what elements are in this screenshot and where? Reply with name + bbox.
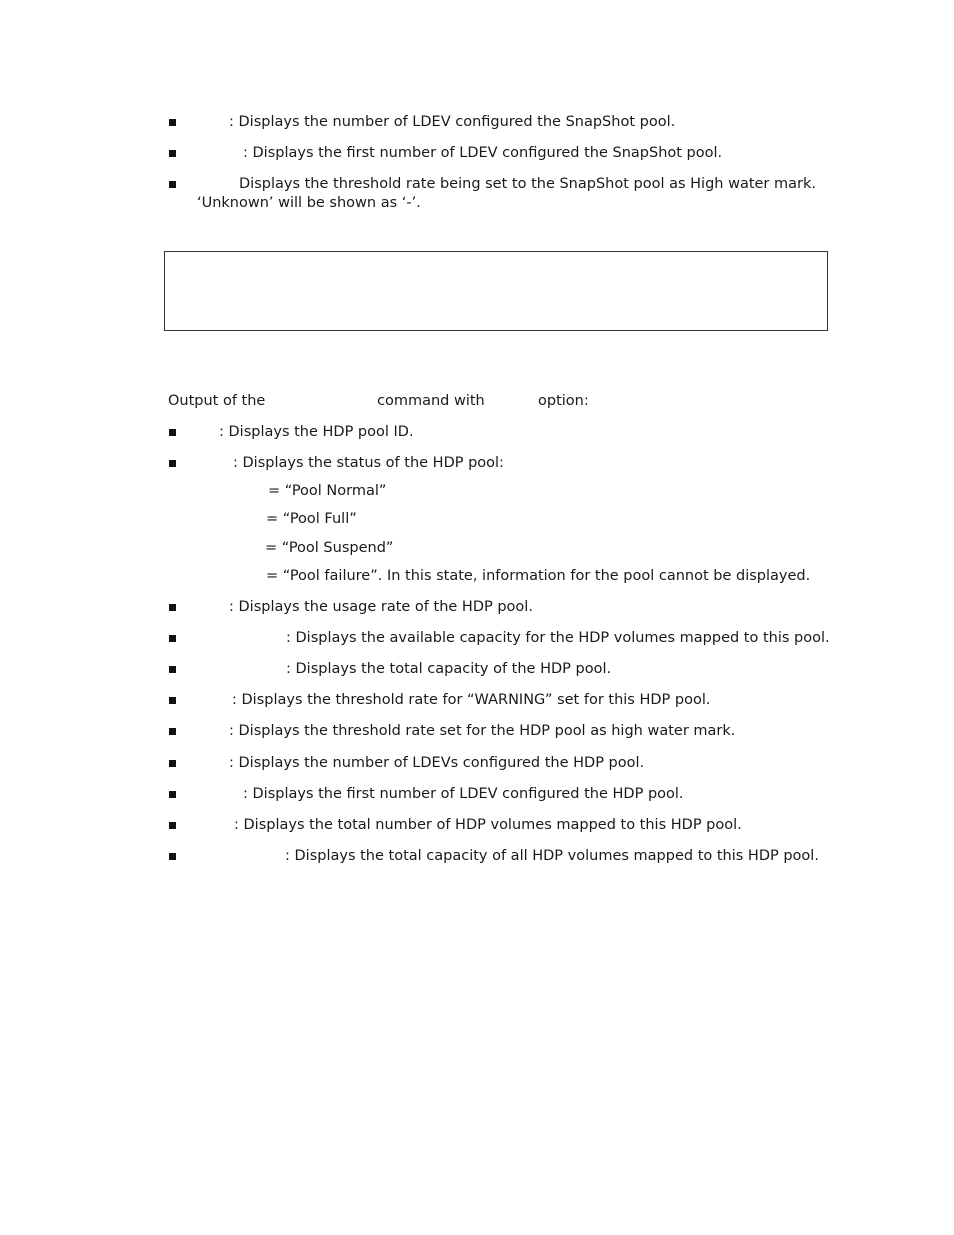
hdp-item-8-text: : Displays the total number of HDP volumes mapped to this HDP pool. <box>234 817 742 833</box>
hdp-item-4-text: : Displays the threshold rate for “WARNING” set for this HDP pool. <box>232 692 711 708</box>
snapshot-bullet-1 <box>169 119 176 126</box>
hdp-status-value-suspend: = “Pool Suspend” <box>265 540 394 556</box>
hdp-intro-suffix: option: <box>538 393 589 409</box>
hdp-bullet-pool-id <box>169 429 176 436</box>
note-box <box>164 251 828 331</box>
hdp-bullet-9 <box>169 853 176 860</box>
hdp-bullet-status <box>169 460 176 467</box>
snapshot-bullet-2 <box>169 150 176 157</box>
hdp-status-value-normal: = “Pool Normal” <box>268 483 387 499</box>
hdp-item-3-text: : Displays the total capacity of the HDP pool. <box>286 661 612 677</box>
snapshot-item-2-text: : Displays the first number of LDEV configured the SnapShot pool. <box>243 145 723 161</box>
hdp-bullet-7 <box>169 791 176 798</box>
hdp-intro-prefix: Output of the <box>168 393 266 409</box>
hdp-item-7-text: : Displays the first number of LDEV configured the HDP pool. <box>243 786 684 802</box>
hdp-status-value-failure: = “Pool failure”. In this state, information for the pool cannot be displayed. <box>266 568 811 584</box>
snapshot-bullet-3 <box>169 181 176 188</box>
hdp-item-6-text: : Displays the number of LDEVs configured the HDP pool. <box>229 755 645 771</box>
hdp-item-1-text: : Displays the usage rate of the HDP pool. <box>229 599 533 615</box>
hdp-status-value-full: = “Pool Full” <box>266 511 357 527</box>
hdp-item-2-text: : Displays the available capacity for the HDP volumes mapped to this pool. <box>286 630 830 646</box>
snapshot-item-3-continuation: ‘Unknown’ will be shown as ‘-’. <box>197 195 421 211</box>
hdp-bullet-6 <box>169 760 176 767</box>
hdp-item-9-text: : Displays the total capacity of all HDP volumes mapped to this HDP pool. <box>285 848 819 864</box>
hdp-bullet-2 <box>169 635 176 642</box>
snapshot-item-3-text: Displays the threshold rate being set to the SnapShot pool as High water mark. <box>239 176 816 192</box>
hdp-bullet-1 <box>169 604 176 611</box>
hdp-status-text: : Displays the status of the HDP pool: <box>233 455 504 471</box>
hdp-pool-id-text: : Displays the HDP pool ID. <box>219 424 414 440</box>
hdp-bullet-3 <box>169 666 176 673</box>
hdp-item-5-text: : Displays the threshold rate set for the HDP pool as high water mark. <box>229 723 736 739</box>
hdp-intro-middle: command with <box>377 393 485 409</box>
snapshot-item-1-text: : Displays the number of LDEV configured the SnapShot pool. <box>229 114 676 130</box>
hdp-bullet-8 <box>169 822 176 829</box>
hdp-bullet-5 <box>169 728 176 735</box>
hdp-bullet-4 <box>169 697 176 704</box>
